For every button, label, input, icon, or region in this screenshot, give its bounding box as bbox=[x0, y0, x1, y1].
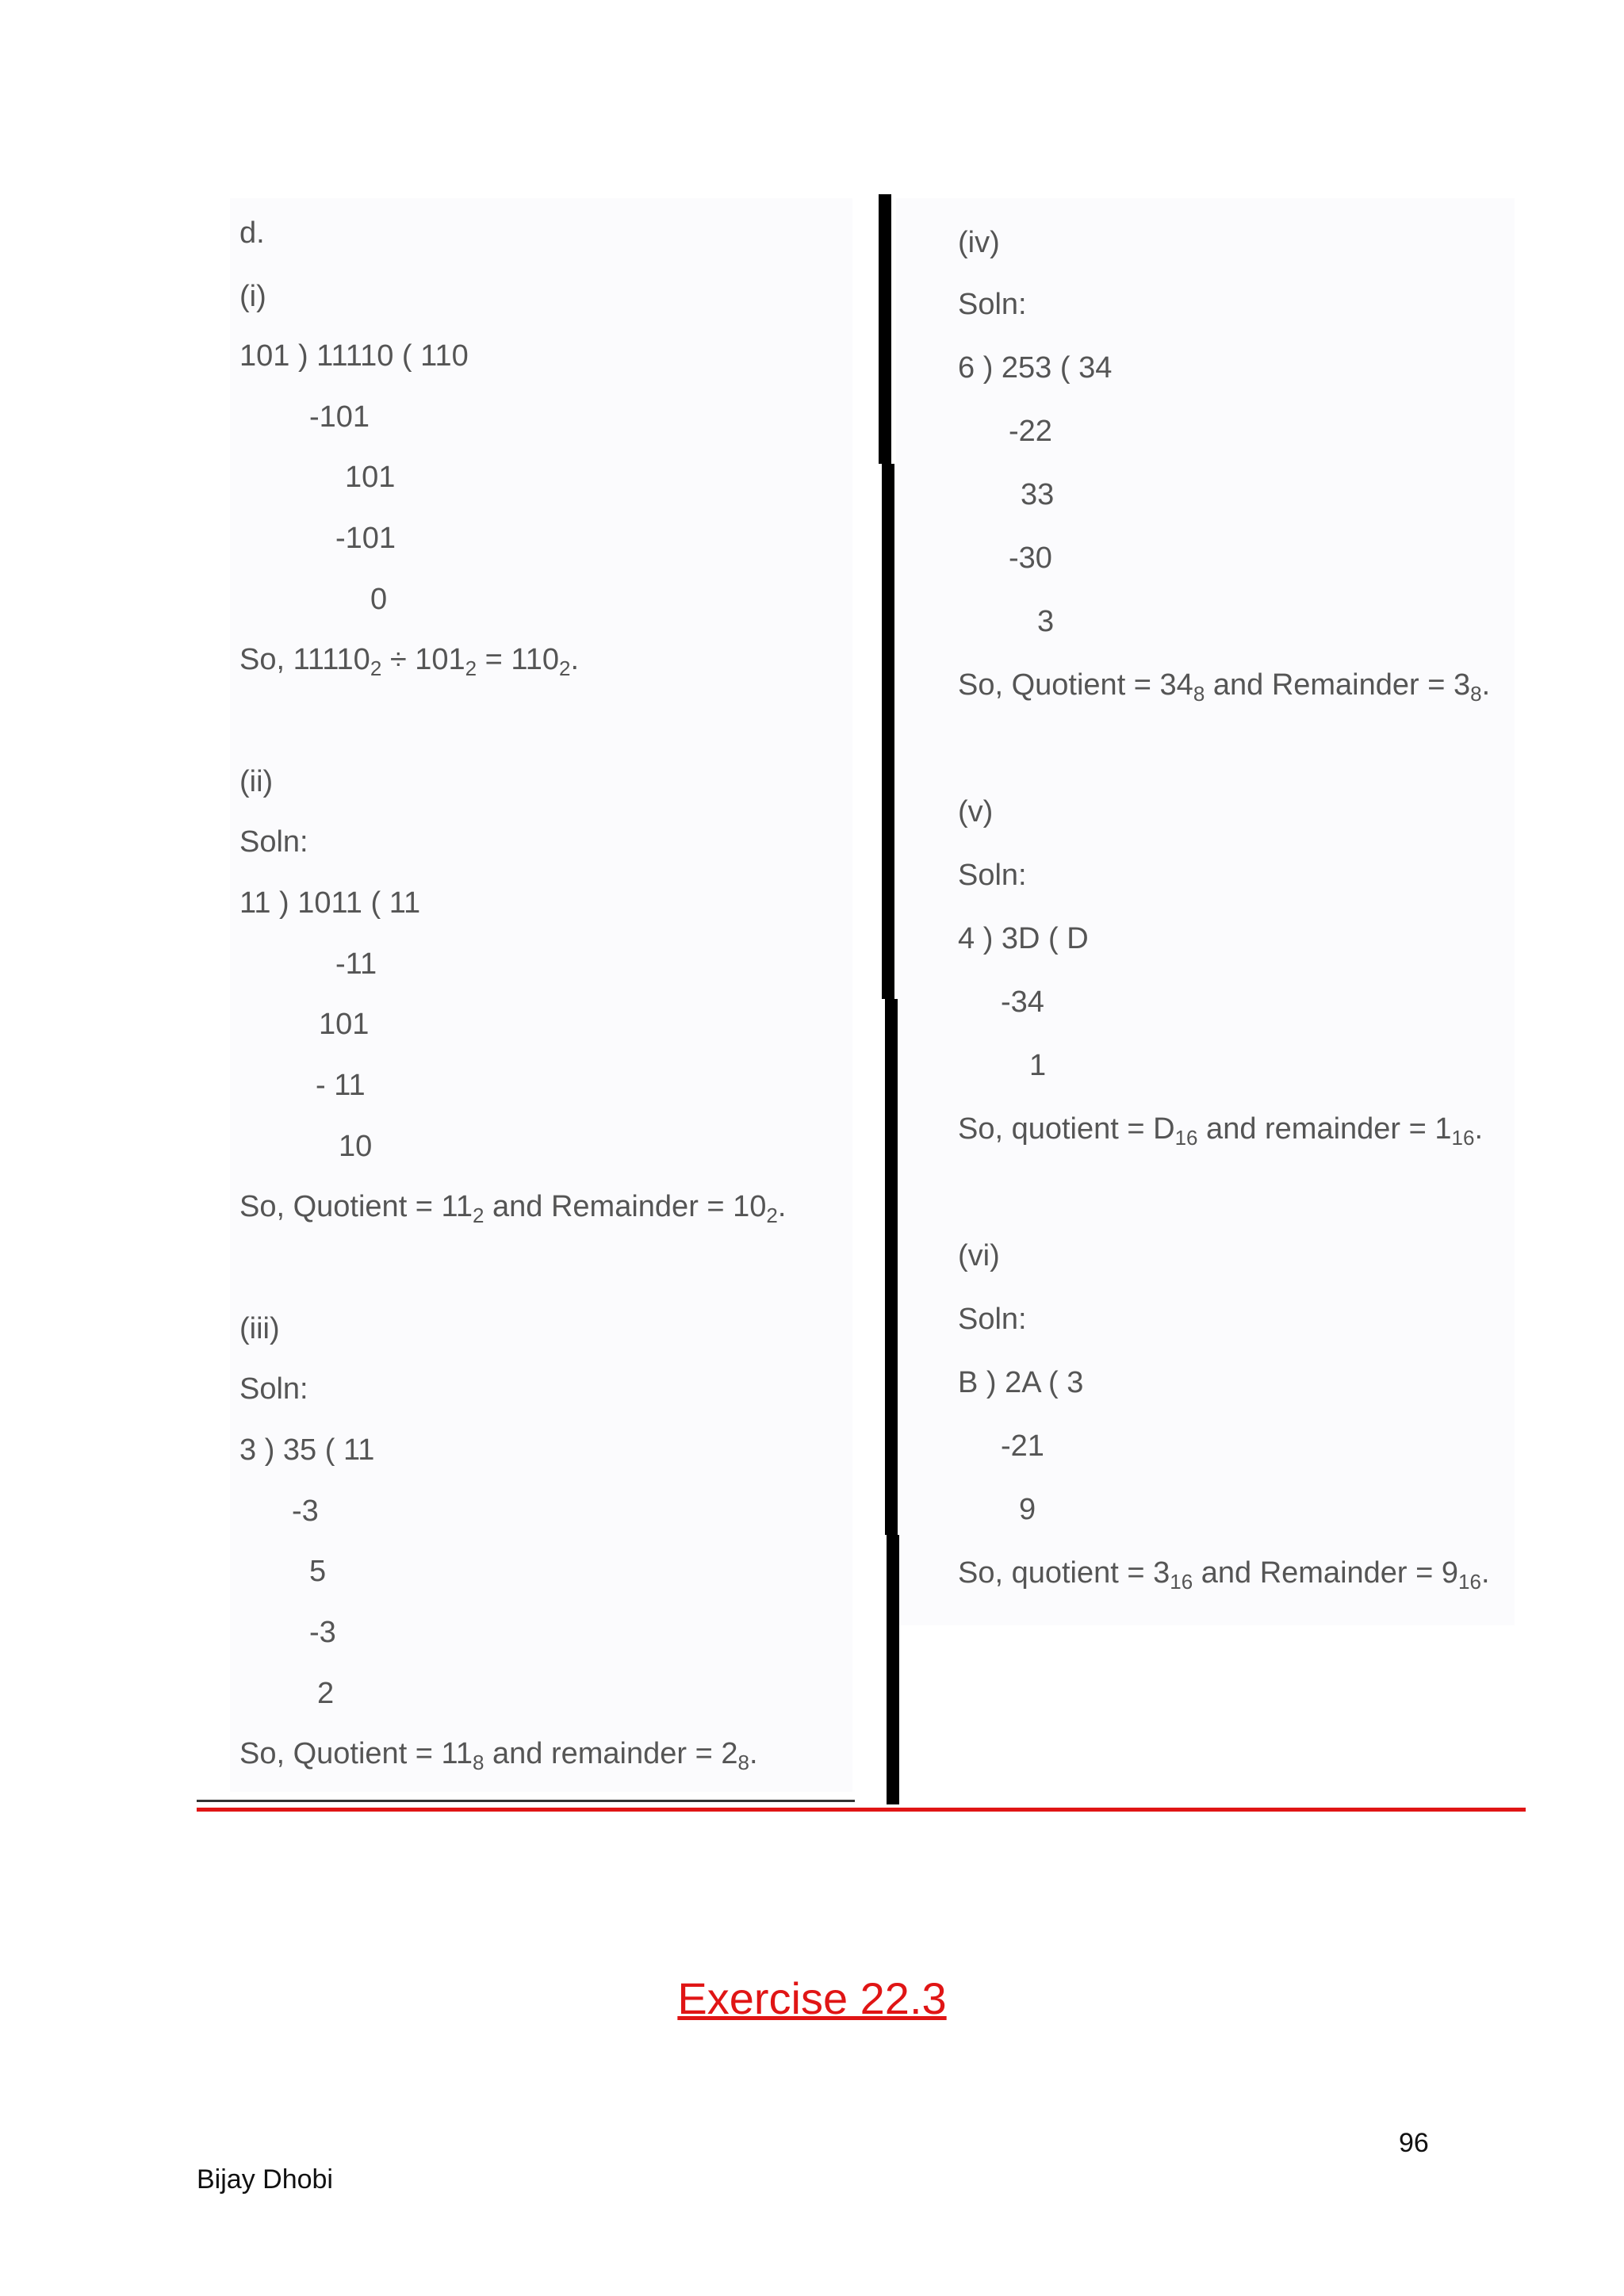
division-line: B ) 2A ( 3 bbox=[958, 1366, 1084, 1399]
division-line: 0 bbox=[370, 583, 388, 616]
soln-label: Soln: bbox=[958, 859, 1027, 892]
division-line: 101 bbox=[345, 461, 396, 494]
division-line: 3 ) 35 ( 11 bbox=[239, 1433, 375, 1467]
division-line: -3 bbox=[292, 1494, 319, 1528]
result-line: So, Quotient = $11_2$ and Remainder = $10_2$. bbox=[239, 1190, 787, 1227]
exercise-title: Exercise 22.3 bbox=[677, 1973, 947, 2023]
result-line: So, Quotient = $11_8$ and remainder = $2_8$. bbox=[239, 1737, 758, 1774]
author-name: Bijay Dhobi bbox=[197, 2164, 333, 2195]
division-line: 101 bbox=[319, 1008, 370, 1041]
division-line: -101 bbox=[335, 522, 396, 555]
division-line: -3 bbox=[309, 1616, 336, 1649]
problem-label-v: (v) bbox=[958, 795, 994, 828]
division-line: -30 bbox=[1009, 541, 1052, 575]
section-label-d: d. bbox=[239, 216, 265, 250]
division-line: 6 ) 253 ( 34 bbox=[958, 351, 1113, 385]
result-line: So, Quotient = $34_8$ and Remainder = $3_8$. bbox=[958, 668, 1491, 706]
division-line: -101 bbox=[309, 400, 370, 434]
soln-label: Soln: bbox=[958, 288, 1027, 321]
panel-bottom-rule bbox=[197, 1800, 855, 1802]
soln-label: Soln: bbox=[958, 1303, 1027, 1336]
right-solution-panel bbox=[896, 198, 1515, 1625]
section-divider-red bbox=[197, 1808, 1526, 1812]
division-line: 4 ) 3D ( D bbox=[958, 922, 1089, 955]
division-line: 1 bbox=[1029, 1049, 1047, 1082]
division-line: 11 ) 1011 ( 11 bbox=[239, 886, 421, 920]
column-divider bbox=[882, 464, 894, 999]
problem-label-iv: (iv) bbox=[958, 226, 1000, 259]
division-line: -34 bbox=[1001, 985, 1044, 1019]
result-line: So, quotient = $D_{16}$ and remainder = $1_{16}$. bbox=[958, 1112, 1484, 1150]
division-line: 3 bbox=[1037, 605, 1055, 638]
division-line: -11 bbox=[335, 947, 377, 981]
division-line: 2 bbox=[317, 1677, 335, 1710]
soln-label: Soln: bbox=[239, 1372, 308, 1406]
problem-label-ii: (ii) bbox=[239, 765, 274, 798]
page-number: 96 bbox=[1399, 2128, 1429, 2158]
problem-label-i: (i) bbox=[239, 280, 266, 313]
result-line: So, quotient = $3_{16}$ and Remainder = $9_{16}$. bbox=[958, 1556, 1490, 1594]
division-line: 10 bbox=[339, 1130, 373, 1163]
division-line: 9 bbox=[1019, 1493, 1036, 1526]
division-line: 5 bbox=[309, 1555, 327, 1588]
problem-label-iii: (iii) bbox=[239, 1312, 280, 1345]
division-line: 33 bbox=[1021, 478, 1055, 511]
division-line: 101 ) 11110 ( 110 bbox=[239, 339, 469, 373]
column-divider bbox=[879, 194, 891, 464]
column-divider bbox=[887, 1535, 899, 1804]
division-line: - 11 bbox=[316, 1069, 366, 1102]
result-line: So, $11110_2 \div 101_2 = 110_2$. bbox=[239, 643, 580, 680]
soln-label: Soln: bbox=[239, 825, 308, 859]
division-line: -22 bbox=[1009, 415, 1052, 448]
division-line: -21 bbox=[1001, 1429, 1044, 1463]
problem-label-vi: (vi) bbox=[958, 1239, 1000, 1272]
column-divider bbox=[885, 999, 898, 1535]
